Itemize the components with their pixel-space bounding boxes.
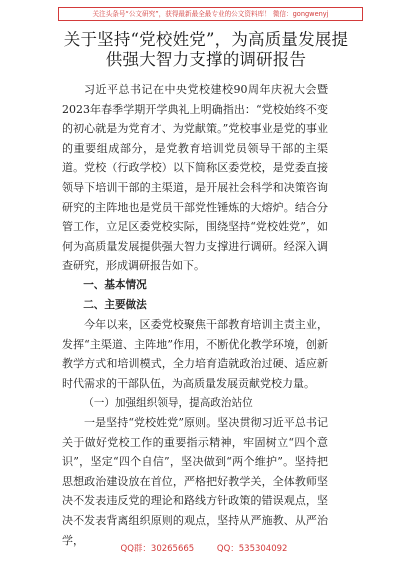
title-line-2: 供强大智力支撑的调研报告 <box>105 50 307 69</box>
intro-paragraph: 习近平总书记在中央党校建校90周年庆祝大会暨2023年春季学期开学典礼上明确指出：“党校始终不变的初心就是为党育才、为党献策。”党校事业是党的事业的重要组成部分，是党教育培训党员领导干部的主渠道。党校（行政学校）以下简称区委党校，是党委直接领导下培训干部的主渠道，是开展社会科学和决策咨询研究的主阵地也是党员干部党性锤炼的大熔炉。结合分管工作，立足区委党校实际，围绕坚持“党校姓党”，如何为高质量发展提供强大智力支撑进行调研。经深入调查研究，形成调研报告如下。 <box>62 83 328 273</box>
footer-qq-group: QQ群：30265665 <box>120 544 195 554</box>
subsection-paragraph: 一是坚持“党校姓党”原则。坚决贯彻习近平总书记关于做好党校工作的重要指示精神，牢固树立“四个意识”，坚定“四个自信”，坚决做到“两个维护”。坚持把思想政治建设放在首位，严格把好教学关，全体教师坚决不发表违反党的理论和路线方针政策的错误观点，坚决不发表背离组织原则的观点，坚持从严施教、从严治学， <box>62 416 328 547</box>
document-body <box>62 80 328 550</box>
title-line-1: 关于坚持“党校姓党”，为高质量发展提 <box>63 30 349 49</box>
practices-paragraph: 今年以来，区委党校聚焦干部教育培训主责主业，发挥“主渠道、主阵地”作用，不断优化教学环境，创新教学方式和培训模式，全力培育造就政治过硬、适应新时代需求的干部队伍，为高质量发展贡献党校力量。 <box>62 318 328 390</box>
section-heading-basic: 一、基本情况 <box>83 278 147 291</box>
section-heading-practices: 二、主要做法 <box>83 298 147 311</box>
top-banner: 关注头条号“公文研究”，获得最新最全最专业的公文资料库！ 微信：gongwenyj <box>58 7 363 21</box>
footer <box>0 542 408 554</box>
document-title <box>46 30 366 70</box>
subsection-heading: （一）加强组织领导，提高政治站位 <box>83 396 253 409</box>
footer-qq: QQ：535304092 <box>216 544 288 554</box>
